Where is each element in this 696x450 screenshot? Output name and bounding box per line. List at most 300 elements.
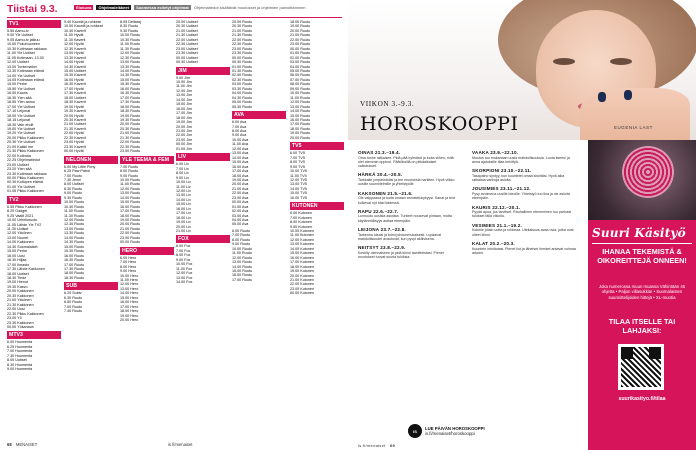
- program-item: 17.00 Yle Uutiset: [7, 104, 36, 109]
- cover-photo: [348, 0, 696, 140]
- program-item: 13.00 Nuoret: [7, 235, 29, 240]
- channel-block: [290, 20, 344, 140]
- program-item: 7.30 Huomenta: [7, 353, 33, 358]
- program-item: 15.00 Ruutu: [64, 244, 85, 249]
- program-item: 13.00 Tuntematon: [7, 64, 37, 69]
- program-item: 16.00 Ruutu: [64, 253, 85, 258]
- program-item: 00.00 Hyvät: [64, 149, 84, 154]
- legend-box-clips: Ohjelmaleikkeet: [98, 5, 129, 10]
- program-item: 14.00 Ruutu: [120, 195, 141, 200]
- program-item: 19.00 Kutonen: [290, 269, 314, 274]
- program-item: 20.30 Kaverit: [64, 117, 86, 122]
- left-footer: [7, 442, 37, 447]
- program-item: 13.00 Fox: [176, 275, 193, 280]
- program-item: 7.00 Hero: [120, 260, 137, 265]
- sign-name: VESIMIES 21.1.–19.2.: [472, 222, 522, 228]
- program-item: 23.00 Kutonen: [290, 286, 314, 291]
- program-item: 02.30 Ruutu: [232, 77, 253, 82]
- program-item: 17.30 Ruutu: [120, 100, 141, 105]
- program-item: 19.00 Ruutu: [120, 113, 141, 118]
- program-item: 21.00 Kutonen: [290, 278, 314, 283]
- program-item: 11.00 TV5: [290, 173, 307, 178]
- program-item: 23.00 Uutiset: [176, 46, 198, 51]
- yarn-ball-icon: [622, 146, 674, 198]
- program-item: 7.30 Jenni: [64, 177, 82, 182]
- program-item: 6.25 Paw Patrol: [64, 169, 91, 174]
- program-item: 11.00 Ruutu: [120, 42, 140, 47]
- program-item: 15.00 TV5: [290, 191, 307, 196]
- program-item: 16.30 Ruutu: [120, 91, 141, 96]
- program-item: 15.00 Perhe: [7, 82, 28, 87]
- program-item: 18.00 Yle Uutiset: [7, 113, 36, 118]
- horoscope-sign: [358, 150, 456, 168]
- channel-block: [64, 20, 118, 154]
- program-item: 7.00 TV5: [290, 155, 305, 160]
- program-item: 9.05 Aamu-tv jatkuu: [7, 37, 40, 42]
- tv-column: [232, 20, 286, 442]
- channel-block: [290, 142, 344, 200]
- horoscope-column-1: [358, 150, 456, 263]
- program-item: 12.30 Ruutu: [120, 55, 141, 60]
- program-item: 21.00 Liv: [176, 229, 191, 234]
- program-item: 23.20 Ylen sää: [7, 167, 32, 172]
- sign-name: JOUSIMIES 23.11.–21.12.: [472, 186, 531, 192]
- program-item: 11.00 Liv: [176, 184, 191, 189]
- program-item: 17.30 Kaverit: [64, 91, 86, 96]
- sign-name: HÄRKÄ 20.4.–20.5.: [358, 172, 403, 178]
- horoscope-sign: [472, 223, 576, 237]
- program-item: 7.00 Ruutu: [64, 173, 83, 178]
- sign-text: Keskity olennaiseen ja pidä kiinni tavoitteistasi. Pienet muutokset tuovat suuria tuloksia.: [358, 250, 444, 260]
- program-item: 00.00 Yökanava: [7, 325, 34, 329]
- program-item: 11.00 Ruutu: [232, 251, 252, 256]
- program-item: 12.30 Ruutu: [64, 222, 85, 227]
- program-item: 14.00 Ava: [232, 155, 249, 160]
- sign-name: NEITSYT 23.8.–22.9.: [358, 245, 406, 251]
- program-item: 18.30 Tiede: [7, 276, 27, 281]
- program-item: 14.00 Ruutu: [290, 109, 311, 114]
- program-item: 14.00 Liv: [176, 197, 191, 202]
- program-item: 17.00 Kutonen: [290, 260, 314, 265]
- program-item: 8.00 Ruutu: [120, 169, 139, 174]
- program-item: 19.00 Yle Uutiset: [7, 126, 36, 131]
- program-item: 6.00 Fox: [176, 244, 191, 249]
- program-item: 22.00 Ruutu: [120, 231, 141, 236]
- program-item: 6.00 Liv: [176, 162, 189, 167]
- program-item: 17.00 Jim: [176, 111, 192, 116]
- program-item: 06.00 Ruutu: [290, 73, 311, 78]
- horoscope-sign: [472, 241, 576, 255]
- program-item: 11.00 Fox: [176, 266, 193, 271]
- program-item: 00.00 Jim: [176, 142, 192, 147]
- program-item: 11.05 Lähde Yle TV2: [7, 222, 42, 227]
- program-item: 01.05 Pikku Kakkonen: [7, 189, 44, 194]
- program-item: 14.00 Yle Uutiset: [7, 73, 36, 78]
- program-item: 13.30 Kaverit: [64, 55, 86, 60]
- program-item: 22.00 Uusi: [7, 307, 25, 312]
- program-item: 18.00 Ruutu: [64, 271, 85, 276]
- program-item: 13.00 Jim: [176, 93, 192, 98]
- program-item: 8.00 Ruutu: [232, 237, 251, 242]
- day-title: Tiistai 9.3.: [7, 3, 58, 15]
- program-item: 6.00 Huomenta: [7, 340, 33, 345]
- program-item: 9.00 Kutonen: [290, 224, 312, 229]
- program-item: 21.30 Ruutu: [232, 33, 253, 38]
- horoscope-sign: [472, 150, 576, 164]
- program-item: 7.00 Kutonen: [290, 215, 312, 220]
- program-item: 22.00 Hyvät: [64, 131, 84, 136]
- program-item: 15.00 Kutonen: [290, 251, 314, 256]
- week-label: VIIKON 3.-9.3.: [360, 100, 415, 108]
- author: EUGENIA LAST: [614, 125, 653, 130]
- program-item: 21.00 Ruutu: [290, 33, 311, 38]
- program-item: 03.30 Ruutu: [232, 86, 253, 91]
- program-item: 21.00 Ykkönen: [7, 298, 32, 303]
- program-item: 6.00 TV5: [290, 151, 305, 156]
- program-item: 19.20 Yle Uutiset: [7, 131, 36, 136]
- program-item: 20.30 Ruutu: [232, 24, 253, 29]
- program-item: 6.25 Huomenta: [7, 344, 33, 349]
- program-item: 10.00 Fox: [176, 262, 193, 267]
- program-item: 12.00 Hero: [120, 282, 139, 287]
- program-item: 21.30 Uutiset: [176, 33, 198, 38]
- ad-url[interactable]: suurikasityo.fi/tilaa: [618, 396, 666, 402]
- program-item: 12.00 Hyvät: [64, 42, 84, 47]
- program-item: 14.05 Kotimaan elämä: [7, 77, 44, 82]
- program-item: 10.00 Urheiluruutu: [7, 218, 38, 223]
- channel-block: [232, 111, 286, 227]
- program-item: 01.00 Ava: [232, 204, 249, 209]
- program-item: 20.00 Ruutu: [290, 28, 311, 33]
- legend-box-movie: Elokuva: [76, 5, 92, 10]
- horoscope-sign: [358, 245, 456, 259]
- badge-url: is.fi/menaiset/horoskooppi: [425, 431, 475, 436]
- program-item: 12.00 Jim: [176, 88, 192, 93]
- program-item: 23.30 Uutiset: [176, 51, 198, 56]
- program-item: 10.00 Pukuhuoneen: [7, 42, 41, 47]
- program-item: 11.30 Ruutu: [64, 213, 84, 218]
- program-item: 15.50 Yle Uutiset: [7, 86, 36, 91]
- program-item: 18.30 Vain ehdit: [7, 122, 34, 127]
- horoscope-sign: [358, 209, 456, 223]
- program-item: 16.00 Uusi: [7, 253, 25, 258]
- program-item: 04.00 Ruutu: [290, 64, 311, 69]
- program-item: 8.00 Uutiset: [64, 182, 84, 187]
- program-item: 00.00 Ruutu: [120, 240, 141, 245]
- program-item: 9.00 Yle Uutiset: [7, 33, 33, 38]
- channel-header: TV1: [7, 20, 61, 28]
- sign-text: Tarkkaile ympäristöäsi ja tee muutoksia harkiten. Hyvä viikko uusille suunnitelmille ja yhteistyölle.: [358, 178, 455, 187]
- sign-name: OINAS 21.3.–19.4.: [358, 150, 401, 155]
- program-item: 13.00 Ruutu: [290, 104, 311, 109]
- program-item: 12.00 Kutonen: [290, 237, 314, 242]
- program-item: 14.30 Ruutu: [120, 73, 141, 78]
- program-item: 18.15 Leijonat: [7, 118, 31, 123]
- program-item: 15.00 Ruutu: [232, 269, 253, 274]
- program-item: 21.00 Jim: [176, 128, 192, 133]
- program-item: 16.00 Ruutu: [290, 117, 311, 122]
- program-item: 9.00 TV5: [290, 164, 305, 169]
- program-item: 00.00 Ruutu: [290, 46, 311, 51]
- program-item: 10.00 Kauniit ja rohkeat: [64, 24, 103, 29]
- channel-header: HERO: [120, 247, 174, 255]
- program-item: 20.00 Jim: [176, 124, 192, 129]
- program-item: 11.00 Ruutu: [64, 209, 84, 214]
- channel-block: [7, 196, 61, 330]
- footer-site: is.fi/menaiset: [358, 443, 386, 448]
- program-item: 22.00 Ruutu: [120, 140, 141, 145]
- program-item: 16.30 Ruutu: [64, 258, 85, 263]
- program-item: 10.00 Kutonen: [290, 229, 314, 234]
- program-item: 23.00 Ruutu: [120, 235, 141, 240]
- program-item: 13.30 Ruutu: [120, 64, 141, 69]
- program-item: 18.00 Kutonen: [290, 264, 314, 269]
- sign-text: Lumoudu uusista asioista. Tunteet nousevat pintaan, mutta käytännöllisyys auttaa eteenpäin.: [358, 214, 452, 223]
- program-item: 11.30 Ruutu: [120, 46, 140, 51]
- ad-headline: IHANAA TEKEMISTÄ & OIKOREITTEJÄ ONNEEN!: [597, 247, 687, 265]
- program-item: 18.00 Uutiset: [64, 95, 86, 100]
- program-item: 20.00 Hero: [120, 318, 139, 323]
- program-item: 00.00 Ava: [232, 200, 249, 205]
- program-item: 20.00 Ruutu: [120, 222, 141, 227]
- program-item: 00.00 Ruutu: [232, 55, 253, 60]
- program-item: 19.30 Kaverit: [64, 109, 86, 114]
- channel-header: FOX: [176, 235, 230, 243]
- program-item: 17.00 Ruutu: [290, 122, 311, 127]
- program-item: 15.00 Ruutu: [120, 200, 141, 205]
- program-item: 16.00 Ruutu: [120, 86, 141, 91]
- channel-header: TV2: [7, 196, 61, 204]
- channel-block: [176, 235, 230, 284]
- program-item: 01.00 Jim: [176, 146, 192, 151]
- horoscope-title: HOROSKOOPPI: [360, 113, 519, 135]
- program-item: 20.00 Ruutu: [290, 135, 311, 140]
- program-item: 13.30 Ruutu: [64, 231, 85, 236]
- header-divider: [7, 17, 342, 18]
- program-item: 10.00 Ruutu: [120, 177, 141, 182]
- program-item: 14.00 Jim: [176, 97, 192, 102]
- program-item: 8.30 Ruutu: [120, 24, 139, 29]
- program-item: 7.00 Ruutu: [120, 164, 139, 169]
- program-item: 00.00 Uutiset: [176, 55, 198, 60]
- horoscope-column-2: [472, 150, 576, 259]
- channel-block: [64, 156, 118, 281]
- program-item: 19.00 Hienot: [7, 280, 28, 285]
- program-item: 20.30 Yle Uutiset: [7, 140, 36, 145]
- program-item: 20.00 Pikku Kakkonen: [7, 135, 44, 140]
- horoscope-sign: [358, 227, 456, 241]
- program-item: 13.30 Kotimaan elämä: [7, 69, 44, 74]
- is-logo-icon: IS: [408, 424, 422, 438]
- program-item: 10.00 Ruutu: [232, 246, 253, 251]
- program-item: 12.00 Ruutu: [290, 100, 311, 105]
- program-item: 01.00 Ruutu: [232, 64, 253, 69]
- program-item: 9.30 Ruutu: [120, 28, 139, 33]
- photo-hand: [580, 88, 690, 140]
- program-item: 17.00 Ilmasto: [7, 262, 30, 267]
- program-item: 14.00 Ruutu: [64, 235, 85, 240]
- channel-header: JIM: [176, 67, 230, 75]
- program-item: 16.00 Kutonen: [290, 255, 314, 260]
- channel-block: [64, 282, 118, 313]
- program-item: 10.00 Hero: [120, 273, 139, 278]
- program-item: 8.30 Huomenta: [7, 362, 33, 367]
- program-item: 19.00 Hero: [120, 313, 139, 318]
- program-item: 22.00 Kotimaa: [7, 153, 31, 158]
- program-item: 7.00 Ruutu: [232, 233, 251, 238]
- program-item: 10.00 Ruutu: [120, 33, 141, 38]
- program-item: 10.00 Ava: [232, 137, 249, 142]
- sign-text: Muutos tuo mukanaan uusia mahdollisuuksia. Luota itseesi ja anna ajatuksille tilaa kehittyä.: [472, 155, 570, 164]
- program-item: 14.30 Kaverit: [64, 64, 86, 69]
- program-item: 20.00 Kutonen: [290, 273, 314, 278]
- channel-header: MTV3: [7, 331, 61, 339]
- sign-name: KALAT 20.2.–20.3.: [472, 240, 515, 246]
- program-item: 21.30 Ruutu: [120, 135, 141, 140]
- program-item: 20.00 Uutiset: [176, 20, 198, 24]
- program-item: 14.30 Suomalaiset: [7, 244, 38, 249]
- program-item: 11.00 Ava: [232, 142, 249, 147]
- program-item: 20.00 Liv: [176, 224, 191, 229]
- program-item: 9.00 Huomenta: [7, 367, 33, 372]
- program-item: 19.00 Ruutu: [290, 24, 311, 29]
- program-item: 10.30 Ruutu: [120, 37, 141, 42]
- channel-header: SUB: [64, 282, 118, 290]
- photo-eye-right: [610, 58, 632, 65]
- legend: [74, 5, 306, 10]
- program-item: 10.00 Jim: [176, 79, 192, 84]
- program-item: 16.30 Ylen sää: [7, 95, 32, 100]
- program-item: 9.00 Ruutu: [232, 242, 251, 247]
- program-item: 01.00 Ruutu: [290, 51, 311, 56]
- program-item: 20.00 Ruutu: [232, 20, 253, 24]
- program-item: 23.00 Uutiset: [7, 162, 29, 167]
- program-item: 16.00 Jim: [176, 106, 192, 111]
- program-item: 15.00 Ava: [232, 160, 249, 165]
- horoscope-sign: [472, 186, 576, 200]
- channel-block: [176, 20, 230, 65]
- program-item: 21.00 Uutiset: [64, 122, 86, 127]
- program-item: 15.00 Ruutu: [290, 113, 311, 118]
- program-item: 13.00 Hyvät: [64, 51, 84, 56]
- program-item: 20.00 Hyvät: [64, 113, 84, 118]
- program-item: 21.00 Kaikki me: [7, 144, 34, 149]
- channel-block: [7, 331, 61, 371]
- program-item: 17.00 Hyvät: [64, 86, 84, 91]
- sign-text: Kuuntele intuitiotasi. Pienet ilot ja läheiset ihmiset antavat voimaa arkeen.: [472, 246, 576, 255]
- tv-column: [64, 20, 118, 442]
- left-footer-url: is.fi/menaiset: [168, 442, 193, 447]
- program-item: 18.30 Ruutu: [120, 109, 141, 114]
- program-item: 9.00 Hero: [120, 269, 137, 274]
- program-item: 15.30 Ruutu: [64, 249, 85, 254]
- channel-header: KUTONEN: [290, 202, 344, 210]
- program-item: 12.00 Liv: [176, 188, 191, 193]
- program-item: 22.00 Kutonen: [290, 282, 314, 287]
- program-item: 21.30 Kakkonen: [7, 302, 34, 307]
- ad-cta: TILAA ITSELLE TAI LAHJAKSI:: [608, 317, 676, 335]
- channel-header: YLE TEEMA & FEM: [120, 156, 174, 164]
- program-item: 19.00 Ava: [232, 177, 249, 182]
- program-item: 19.00 Jim: [176, 120, 192, 125]
- qr-code-icon[interactable]: [618, 344, 664, 390]
- program-item: 23.00 Ruutu: [120, 149, 141, 154]
- channel-block: [232, 20, 286, 109]
- program-item: 07.00 Ruutu: [290, 77, 311, 82]
- program-item: 23.00 Ruutu: [232, 46, 253, 51]
- program-item: 6.00 Ruutu: [232, 228, 251, 233]
- program-item: 17.00 Hero: [120, 304, 139, 309]
- sign-name: KAURIS 22.12.–20.1.: [472, 204, 521, 210]
- program-item: 13.00 Ruutu: [64, 226, 85, 231]
- legend-box-finnish: Suomessa esitetyt ohjelmat: [136, 5, 189, 10]
- program-item: 12.00 Ruutu: [120, 51, 141, 56]
- advertisement[interactable]: [588, 140, 696, 450]
- program-item: 7.00 Ava: [232, 124, 247, 129]
- program-item: 9.00 Jim: [176, 75, 190, 80]
- program-item: 16.00 Liv: [176, 206, 191, 211]
- program-item: 18.00 Jim: [176, 115, 192, 120]
- program-item: 8.00 Fox: [176, 253, 191, 258]
- program-item: 11.00 Hero: [120, 278, 138, 283]
- program-item: 19.30 Kasvo: [7, 284, 28, 289]
- program-item: 18.30 Kaverit: [64, 100, 86, 105]
- program-item: 17.30 Ruutu: [64, 267, 85, 272]
- program-item: 6.00 My Little Pony: [64, 164, 96, 169]
- sign-text: Kokeile jotain uutta ja rohkeaa. Uteliaisuus avaa ovia, jotka ovat olleet kiinni.: [472, 228, 574, 237]
- page-number-right: 69: [389, 443, 396, 448]
- daily-horoscope-link[interactable]: [408, 424, 485, 438]
- program-item: 20.00 Ruutu: [120, 122, 141, 127]
- program-item: 11.30 Uutiset: [7, 227, 29, 232]
- program-item: 17.00 Liv: [176, 211, 191, 216]
- program-item: 7.00 Huomenta: [7, 349, 33, 354]
- program-item: 21.00 Ruutu: [120, 131, 141, 136]
- program-item: 15.30 Ruutu: [120, 82, 141, 87]
- program-item: 9.00 Fox: [176, 257, 191, 262]
- program-item: 22.00 Jim: [176, 133, 192, 138]
- program-item: 16.00 Kauris: [7, 91, 28, 96]
- magazine-name: MENAISET: [15, 442, 38, 447]
- program-item: 12.00 Ava: [232, 146, 249, 151]
- program-item: 5.55 Aamu-tv: [7, 29, 29, 33]
- program-item: 14.00 Hero: [120, 291, 139, 296]
- program-item: 13.00 Ruutu: [120, 191, 141, 196]
- program-item: 6.55 Pikku Kakkonen: [7, 204, 42, 209]
- program-item: 7.00 Liv: [176, 166, 189, 171]
- program-item: 7.40 Ruutu: [64, 309, 83, 314]
- program-item: 02.00 Ava: [232, 209, 249, 214]
- channel-block: [176, 153, 230, 233]
- program-item: 18.00 Hero: [120, 309, 139, 314]
- program-item: 00.00 Pikku Kakkonen: [7, 175, 44, 180]
- program-item: 11.00 Ruutu: [290, 95, 310, 100]
- channel-block: [232, 229, 286, 282]
- program-item: 9.40 Kauniit ja rohkeat: [64, 20, 101, 24]
- program-item: 20.00 Kakkonen: [7, 289, 34, 294]
- program-item: 11.00 Hyvät: [64, 33, 84, 38]
- program-item: 18.00 Ava: [232, 173, 249, 178]
- program-item: 14.00 Kutonen: [290, 246, 314, 251]
- sign-text: Oma tunne ratkaisee. Pidä pää kylmänä ja luota siihen, mitä olet aiemmin oppinut. Päätöksillä on pitkäaikaiset vaikutukset.: [358, 155, 454, 169]
- program-item: 10.30 Kaverit: [64, 28, 86, 33]
- program-item: 22.00 Ruutu: [290, 37, 311, 42]
- program-item: 17.10 Leijonat: [7, 109, 31, 114]
- program-item: 23.30 Ruutu: [232, 51, 253, 56]
- program-item: 8.00 Kutonen: [290, 220, 312, 225]
- program-item: 23.30 Kotimaan rakkaus: [7, 171, 47, 176]
- sign-text: Tasapaino syntyy, kun kuuntelet omaa sisintäsi. Hyvä aika ratkaista vanhoja asioita.: [472, 173, 565, 183]
